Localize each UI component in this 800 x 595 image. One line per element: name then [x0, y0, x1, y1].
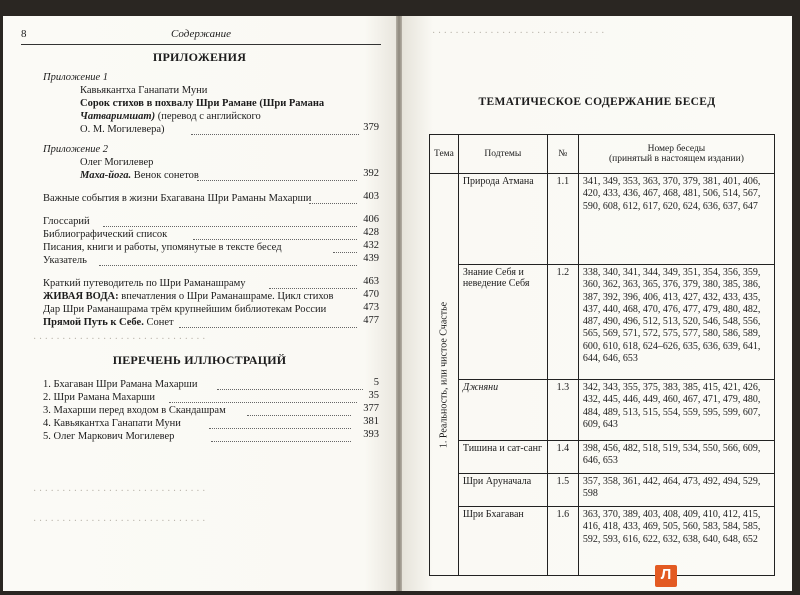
- index-entry: Указатель: [43, 255, 87, 266]
- table-title: ТЕМАТИЧЕСКОЕ СОДЕРЖАНИЕ БЕСЕД: [478, 96, 716, 108]
- leader-dots: [191, 133, 359, 135]
- subtopic-cell: Джняни: [458, 380, 547, 441]
- leader-dots: [269, 287, 357, 289]
- gift-entry: Дар Шри Раманашрама трём крупнейшим библиотекам России: [43, 304, 327, 315]
- topics-table: [429, 134, 775, 576]
- glossary-page: 406: [363, 214, 379, 225]
- bleed-through-text: · · · · · · · · · · · · · · · · · · · · · · · · · · · · · ·: [33, 486, 206, 497]
- talk-numbers: 342, 343, 355, 375, 383, 385, 415, 421, 426, 432, 445, 446, 449, 460, 467, 471, 479, 480, 484, 489, 513, 515, 554, 559, 595, 599, 607, 609, 643: [578, 380, 774, 441]
- leader-dots: [193, 238, 357, 240]
- table-row: [430, 380, 775, 441]
- talk-numbers: 357, 358, 361, 442, 464, 473, 492, 494, 529, 598: [578, 474, 774, 507]
- leader-dots: [99, 264, 357, 266]
- events-page: 403: [363, 191, 379, 202]
- guide-page: 463: [363, 276, 379, 287]
- leader-dots: [209, 427, 351, 429]
- bibliography-entry: Библиографический список: [43, 229, 168, 240]
- leader-dots: [247, 414, 351, 416]
- illustration-2-page: 35: [368, 390, 379, 401]
- row-number: 1.5: [547, 474, 578, 507]
- appendix-1-page: 379: [363, 122, 379, 133]
- leader-dots: [211, 440, 351, 442]
- header-theme: Тема: [430, 135, 459, 174]
- talk-numbers: 338, 340, 341, 344, 349, 351, 354, 356, 359, 360, 362, 363, 365, 376, 379, 380, 385, 386, 387, 392, 396, 406, 413, 427, 432, 433, 435, 437, 440, 468, 470, 476, 477, 479, 480, 482, 487, 490, 496, 512, 513, 520, 546, 548, 556, 565, 569, 571, 572, 575, 577, 580, 586, 589, 600, 610, 618, 624–626, 635, 636, 639, 641, 644, 646, 653: [578, 265, 774, 380]
- bleed-through-text: · · · · · · · · · · · · · · · · · · · · · · · · · · · · · ·: [432, 28, 605, 39]
- header-subtopics: Подтемы: [458, 135, 547, 174]
- row-number: 1.2: [547, 265, 578, 380]
- row-number: 1.4: [547, 441, 578, 474]
- glossary-entry: Глоссарий: [43, 216, 90, 227]
- row-number: 1.3: [547, 380, 578, 441]
- table-row: [430, 441, 775, 474]
- illustration-3-page: 377: [363, 403, 379, 414]
- scriptures-page: 432: [363, 240, 379, 251]
- scriptures-entry: Писания, книги и работы, упомянутые в тексте бесед: [43, 242, 282, 253]
- illustrations-heading: ПЕРЕЧЕНЬ ИЛЛЮСТРАЦИЙ: [112, 353, 287, 367]
- subtopic-cell: Тишина и сат-санг: [458, 441, 547, 474]
- appendix-1-title-3: О. М. Могилевера): [80, 124, 165, 135]
- running-head-title: Содержание: [170, 28, 231, 40]
- illustration-5-page: 393: [363, 429, 379, 440]
- talk-numbers: 363, 370, 389, 403, 408, 409, 410, 412, 415, 416, 418, 433, 469, 505, 560, 583, 584, 585, 592, 593, 616, 622, 632, 638, 640, 648, 652: [578, 507, 774, 576]
- leader-dots: [197, 179, 357, 181]
- appendix-1-author: Кавьякантха Ганапати Муни: [80, 85, 208, 96]
- appendix-1-title-2: Чатваримшат) (перевод с английского: [80, 111, 261, 122]
- bleed-through-text: · · · · · · · · · · · · · · · · · · · · · · · · · · · · · ·: [33, 334, 206, 345]
- leader-dots: [179, 326, 357, 328]
- subtopic-cell: Природа Атмана: [458, 174, 547, 265]
- appendix-1-label: Приложение 1: [43, 72, 109, 83]
- table-row: [430, 507, 775, 576]
- publisher-logo: Л: [655, 565, 677, 587]
- index-page: 439: [363, 253, 379, 264]
- direct-path-page: 477: [363, 315, 379, 326]
- table-header-row: [430, 135, 775, 174]
- illustration-4-page: 381: [363, 416, 379, 427]
- talk-numbers: 398, 456, 482, 518, 519, 534, 550, 566, 609, 646, 653: [578, 441, 774, 474]
- appendix-heading: ПРИЛОЖЕНИЯ: [152, 50, 247, 64]
- subtopic-cell: Шри Аруначала: [458, 474, 547, 507]
- illustration-1-page: 5: [373, 377, 379, 388]
- gift-page: 473: [363, 302, 379, 313]
- leader-dots: [333, 251, 357, 253]
- bibliography-page: 428: [363, 227, 379, 238]
- leader-dots: [169, 401, 357, 403]
- appendix-2-author: Олег Могилевер: [80, 157, 154, 168]
- row-number: 1.6: [547, 507, 578, 576]
- table-row: [430, 474, 775, 507]
- bleed-through-text: · · · · · · · · · · · · · · · · · · · · · · · · · · · · · ·: [33, 516, 206, 527]
- appendix-2-title: Маха-йога. Венок сонетов: [80, 170, 199, 181]
- theme-cell: [430, 174, 459, 576]
- right-page: [402, 16, 792, 591]
- appendix-2-page: 392: [363, 168, 379, 179]
- talk-numbers: 341, 349, 353, 363, 370, 379, 381, 401, 406, 420, 433, 436, 467, 468, 481, 506, 514, 567, 590, 608, 612, 617, 620, 624, 636, 637, 647: [578, 174, 774, 265]
- illustration-3: 3. Махарши перед входом в Скандашрам: [43, 405, 226, 416]
- living-water-entry: ЖИВАЯ ВОДА: впечатления о Шри Раманашраме. Цикл стихов: [43, 291, 334, 302]
- appendix-2-label: Приложение 2: [43, 144, 109, 155]
- page-number: 8: [21, 28, 27, 40]
- leader-dots: [103, 225, 357, 227]
- left-page: [3, 16, 396, 591]
- subtopic-cell: Шри Бхагаван: [458, 507, 547, 576]
- subtopic-cell: Знание Себя и неведение Себя: [458, 265, 547, 380]
- illustration-1: 1. Бхагаван Шри Рамана Махарши: [43, 379, 198, 390]
- illustration-5: 5. Олег Маркович Могилевер: [43, 431, 175, 442]
- header-numbers: Номер беседы (принятый в настоящем издании): [578, 135, 774, 174]
- table-row: [430, 265, 775, 380]
- guide-entry: Краткий путеводитель по Шри Раманашраму: [43, 278, 246, 289]
- illustration-2: 2. Шри Рамана Махарши: [43, 392, 155, 403]
- illustration-4: 4. Кавьякантха Ганапати Муни: [43, 418, 181, 429]
- leader-dots: [217, 388, 363, 390]
- theme-label: 1. Реальность, или чистое Счастье: [438, 301, 450, 448]
- leader-dots: [309, 202, 357, 204]
- table-row: [430, 174, 775, 265]
- living-water-page: 470: [363, 289, 379, 300]
- events-entry: Важные события в жизни Бхагавана Шри Раманы Махарши: [43, 193, 312, 204]
- row-number: 1.1: [547, 174, 578, 265]
- running-head: [21, 28, 381, 45]
- appendix-1-title-1: Сорок стихов в похвалу Шри Рамане (Шри Рамана: [80, 98, 325, 109]
- header-no: №: [547, 135, 578, 174]
- direct-path-entry: Прямой Путь к Себе. Сонет: [43, 317, 174, 328]
